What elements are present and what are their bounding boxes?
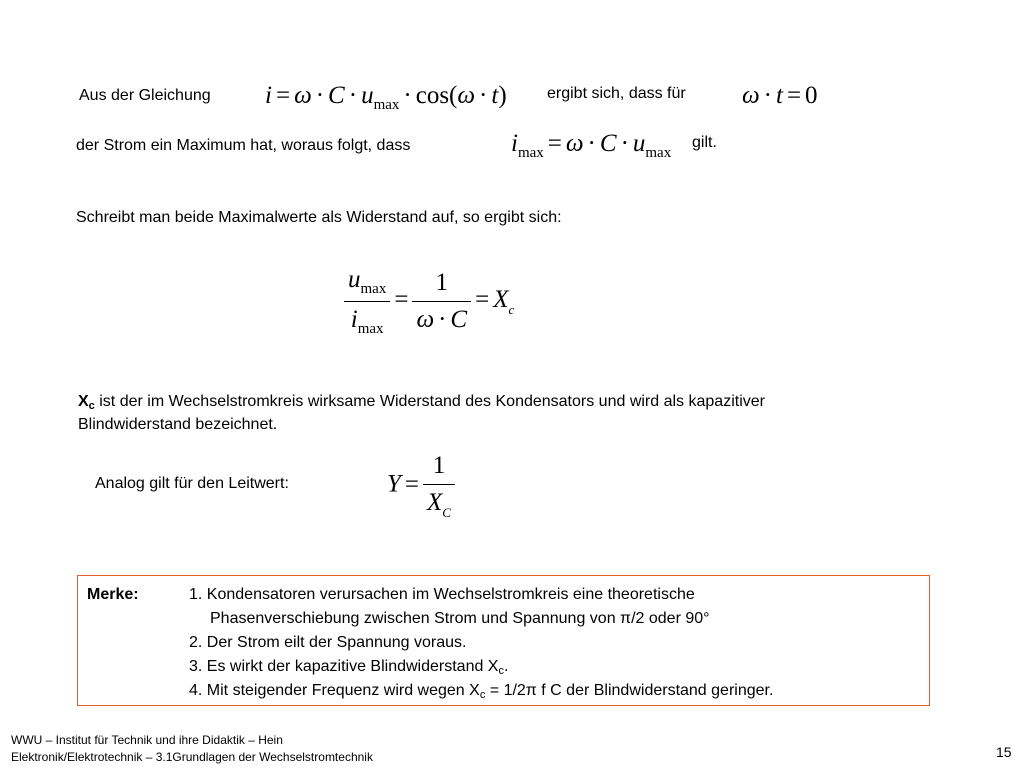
fraction-one-xc: $\frac{1}{X_C}$ (423, 452, 455, 520)
equation-current: $i = \omega \cdot C \cdot u_{max} \cdot \cos(\omega \cdot t)$ (265, 82, 507, 113)
merke-label: Merke: (87, 586, 139, 603)
intro-text-2: der Strom ein Maximum hat, woraus folgt, dass (76, 137, 411, 154)
xc-description-line1: $X_c$ ist der im Wechselstromkreis wirksame Widerstand des Kondensators und wird als kapazitiver (78, 393, 765, 412)
xc-description-line2: Blindwiderstand bezeichnet. (78, 416, 278, 433)
merke-item-1: 1. Kondensatoren verursachen im Wechselstromkreis eine theoretische (189, 586, 695, 603)
fraction-one-omega-c: $\frac{1}{\omega \cdot C}$ (412, 269, 471, 334)
merke-item-4: 4. Mit steigender Frequenz wird wegen $X_c = 1/2\pi$ f C der Blindwiderstand geringer. (189, 682, 774, 701)
equation-imax: $i_{max} = \omega \cdot C \cdot u_{max}$ (511, 130, 672, 161)
page-number: 15 (996, 744, 1012, 760)
equation-condition: ω · t = 0 (742, 82, 818, 109)
intro-text-1: Aus der Gleichung (79, 87, 211, 104)
footer-line2: Elektronik/Elektrotechnik – 3.1Grundlagen der Wechselstromtechnik (11, 750, 373, 764)
leitwert-text: Analog gilt für den Leitwert: (95, 475, 289, 492)
equation-leitwert: Y = $\frac{1}{X_C}$ (387, 452, 455, 520)
merke-item-1-cont: Phasenverschiebung zwischen Strom und Spannung von π/2 oder 90° (210, 610, 710, 627)
fraction-umax-imax: $\frac{u_{max}}{i_{max}}$ (344, 266, 390, 337)
merke-box (77, 575, 930, 706)
merke-item-2: 2. Der Strom eilt der Spannung voraus. (189, 634, 467, 651)
footer-line1: WWU – Institut für Technik und ihre Didaktik – Hein (11, 733, 283, 747)
equation-xc: $\frac{u_{max}}{i_{max}}$ = $\frac{1}{\omega \cdot C}$ = $X_c$ (344, 266, 514, 337)
intro-text-3: Schreibt man beide Maximalwerte als Widerstand auf, so ergibt sich: (76, 209, 562, 226)
intro-text-1-suffix: ergibt sich, dass für (547, 85, 686, 102)
merke-item-3: 3. Es wirkt der kapazitive Blindwiderstand $X_c$. (189, 658, 509, 677)
intro-text-2-suffix: gilt. (692, 134, 717, 151)
